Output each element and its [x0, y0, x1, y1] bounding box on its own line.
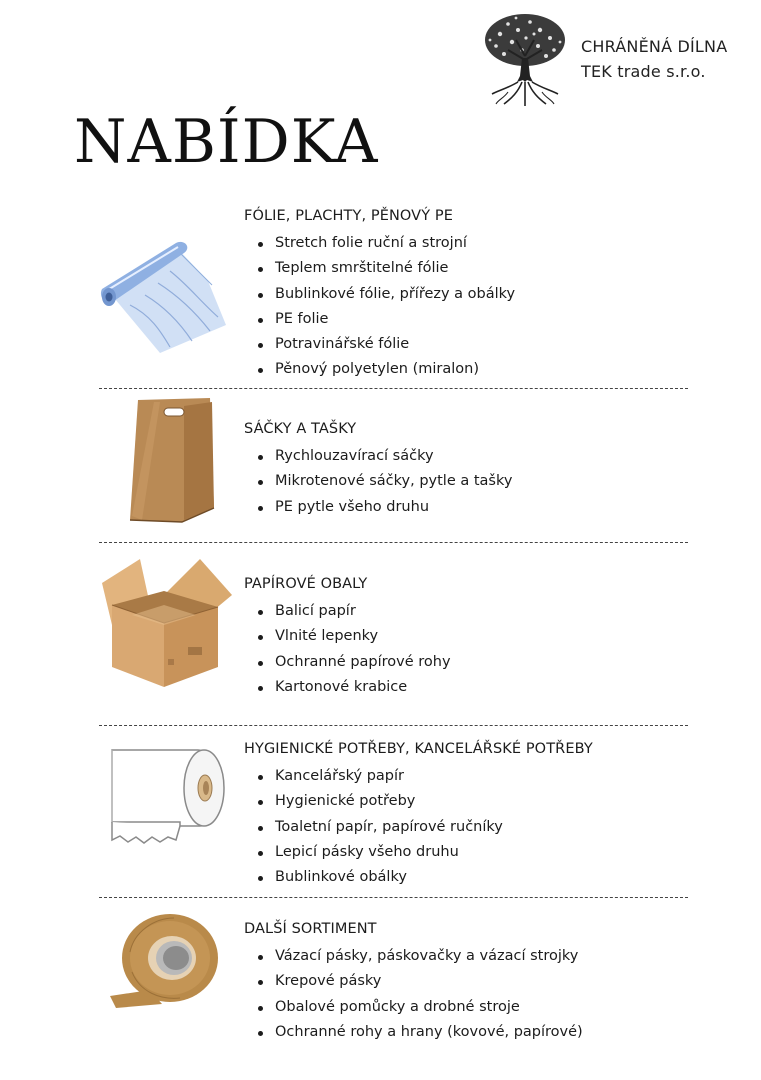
company-line-1: CHRÁNĚNÁ DÍLNA: [581, 37, 728, 56]
list-item: Vázací pásky, páskovačky a vázací strojky: [256, 944, 583, 969]
company-line-2: TEK trade s.r.o.: [581, 62, 706, 81]
section-content: [244, 207, 515, 383]
list-item: Krepové pásky: [256, 969, 583, 994]
section-title: FÓLIE, PLACHTY, PĚNOVÝ PE: [244, 208, 453, 224]
cardboard-box-icon: [92, 555, 242, 695]
item-list: [244, 444, 512, 520]
list-item: Stretch folie ruční a strojní: [256, 231, 515, 256]
section-divider: [99, 388, 688, 389]
tree-logo-icon: [478, 10, 573, 110]
section-divider: [99, 542, 688, 543]
section-divider: [99, 725, 688, 726]
list-item: Toaletní papír, papírové ručníky: [256, 815, 593, 840]
item-list: [244, 764, 593, 890]
list-item: Obalové pomůcky a drobné stroje: [256, 995, 583, 1020]
list-item: Rychlouzavírací sáčky: [256, 444, 512, 469]
list-item: Potravinářské fólie: [256, 332, 515, 357]
page-title: NABÍDKA: [74, 107, 379, 177]
tape-roll-icon: [104, 912, 224, 1012]
list-item: Bublinkové obálky: [256, 865, 593, 890]
paper-bag-icon: [124, 396, 224, 528]
section-content: [244, 740, 593, 890]
list-item: Kartonové krabice: [256, 675, 451, 700]
company-name: [581, 34, 727, 84]
item-list: [244, 231, 515, 383]
section-title: SÁČKY A TAŠKY: [244, 421, 357, 437]
list-item: Vlnité lepenky: [256, 624, 451, 649]
film-roll-icon: [100, 235, 230, 360]
section-title: HYGIENICKÉ POTŘEBY, KANCELÁŘSKÉ POTŘEBY: [244, 741, 593, 757]
section-title: PAPÍROVÉ OBALY: [244, 576, 368, 592]
item-list: [244, 599, 451, 700]
list-item: Balicí papír: [256, 599, 451, 624]
list-item: Hygienické potřeby: [256, 789, 593, 814]
list-item: Ochranné rohy a hrany (kovové, papírové): [256, 1020, 583, 1045]
list-item: Bublinkové fólie, přířezy a obálky: [256, 282, 515, 307]
list-item: Mikrotenové sáčky, pytle a tašky: [256, 469, 512, 494]
section-content: [244, 920, 583, 1045]
list-item: Lepicí pásky všeho druhu: [256, 840, 593, 865]
toilet-paper-icon: [96, 744, 230, 848]
list-item: Pěnový polyetylen (miralon): [256, 357, 515, 382]
item-list: [244, 944, 583, 1045]
section-divider: [99, 897, 688, 898]
section-content: [244, 420, 512, 520]
section-title: DALŠÍ SORTIMENT: [244, 921, 377, 937]
section-content: [244, 575, 451, 700]
list-item: Teplem smrštitelné fólie: [256, 256, 515, 281]
list-item: PE pytle všeho druhu: [256, 495, 512, 520]
list-item: Kancelářský papír: [256, 764, 593, 789]
list-item: PE folie: [256, 307, 515, 332]
list-item: Ochranné papírové rohy: [256, 650, 451, 675]
